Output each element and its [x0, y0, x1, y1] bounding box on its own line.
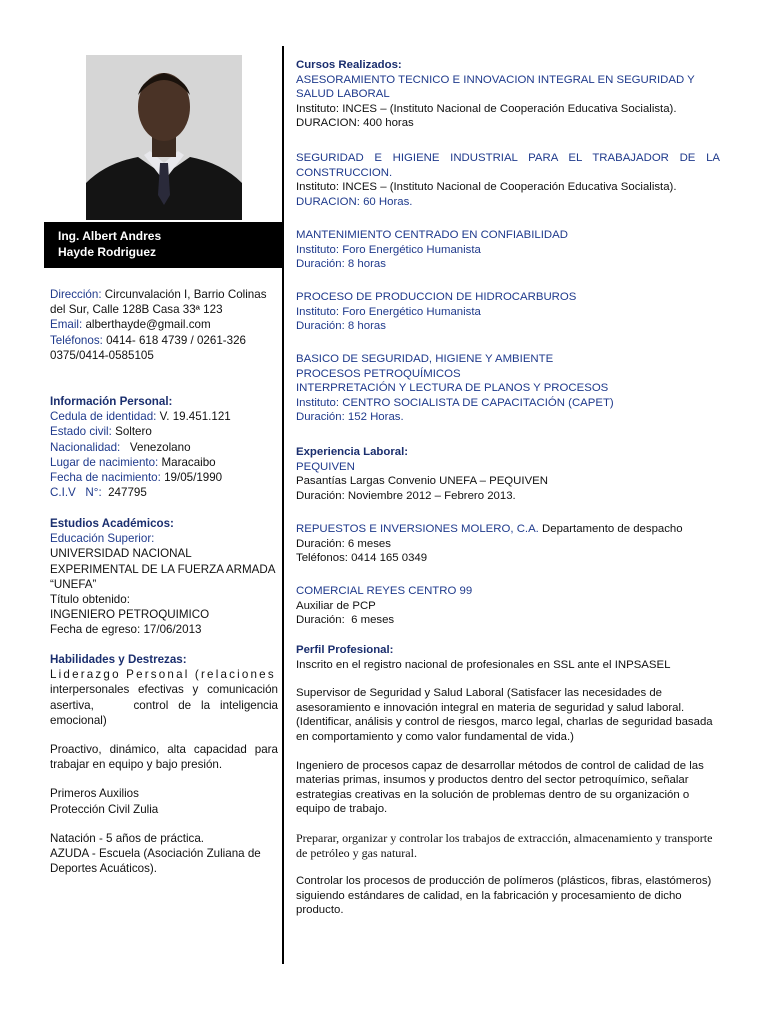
profile-p5: Controlar los procesos de producción de polímeros (plásticos, fibras, elastómeros) siguiendo estándares de calidad, en la fabricación y procesamiento de dicho producto. [296, 875, 712, 917]
civil-value: Soltero [111, 425, 152, 439]
course-2-duration: DURACION: 60 Horas. [296, 195, 413, 208]
university-line-2: EXPERIMENTAL DE LA FUERZA ARMADA [50, 562, 276, 576]
portrait-illustration [86, 55, 242, 220]
course-5-duration: Duración: 152 Horas. [296, 411, 404, 424]
swim-2: AZUDA - Escuela (Asociación Zuliana de Deportes Acuáticos). [50, 847, 261, 876]
course-3 [296, 228, 720, 272]
experience-1-duration: Duración: Noviembre 2012 – Febrero 2013. [296, 489, 516, 502]
experience-2-company: REPUESTOS E INVERSIONES MOLERO, [296, 523, 514, 535]
skills-lead: Liderazgo Personal (relaciones [50, 668, 276, 682]
education-section [50, 516, 278, 638]
birthplace-label: Lugar de nacimiento: [50, 455, 159, 469]
civil-label: Estado civil: [50, 425, 112, 439]
id-label: Cedula de identidad: [50, 410, 157, 424]
experience-3-company: COMERCIAL REYES CENTRO 99 [296, 585, 473, 597]
id-row [50, 409, 278, 424]
swim-1: Natación - 5 años de práctica. [50, 831, 205, 845]
name-line-1: Ing. Albert Andres [58, 229, 162, 243]
experience-2-suffix: C.A. [513, 523, 539, 535]
civ-row [50, 485, 278, 500]
course-5 [296, 352, 720, 425]
experience-heading: Experiencia Laboral: [296, 446, 409, 458]
professional-profile [296, 643, 720, 918]
birthplace-row [50, 455, 278, 470]
name-banner [44, 222, 282, 268]
experience-1 [296, 445, 720, 503]
first-aid-2: Protección Civil Zulia [50, 802, 159, 816]
birthdate-row [50, 470, 278, 485]
experience-3-role: Auxiliar de PCP [296, 599, 376, 612]
course-1-institute: Instituto: INCES – (Instituto Nacional de Cooperación Educativa Socialista). [296, 102, 677, 115]
education-heading: Estudios Académicos: [50, 517, 174, 530]
candidate-name [58, 228, 161, 260]
civ-label: C.I.V N°: [50, 486, 102, 500]
email [50, 317, 278, 332]
skills-proactive: Proactivo, dinámico, alta capacidad para trabajar en equipo y bajo presión. [50, 743, 278, 772]
course-5-institute: Instituto: CENTRO SOCIALISTA DE CAPACITACIÓN (CAPET) [296, 396, 614, 409]
experience-1-role: Pasantías Largas Convenio UNEFA – PEQUIVEN [296, 475, 548, 488]
contact-section [50, 287, 278, 363]
title-value: INGENIERO PETROQUIMICO [50, 608, 210, 622]
phones-value: 0414- 618 4739 / 0261-326 0375/0414-0585105 [50, 333, 246, 362]
profile-heading: Perfil Profesional: [296, 644, 394, 656]
skills-section [50, 652, 282, 876]
address-label: Dirección: [50, 288, 102, 301]
phones-label: Teléfonos: [50, 333, 103, 347]
name-line-2: Hayde Rodriguez [58, 245, 157, 259]
course-2-title: SEGURIDAD E HIGIENE INDUSTRIAL PARA EL TRABAJADOR DE LA CONSTRUCCION. [296, 152, 720, 179]
skills-lead-rest: interpersonales efectivas y comunicación asertiva, control de la inteligencia emocional) [50, 683, 282, 727]
experience-3 [296, 584, 720, 628]
education-sub: Educación Superior: [50, 532, 155, 546]
id-value: V. 19.451.121 [156, 410, 231, 424]
birthdate-value: 19/05/1990 [160, 471, 223, 485]
address-value: Circunvalación I, Barrio Colinas del Sur, Calle 128B Casa 33ª 123 [50, 288, 267, 317]
experience-3-duration: Duración: 6 meses [296, 614, 395, 627]
course-4-title: PROCESO DE PRODUCCION DE HIDROCARBUROS [296, 291, 577, 303]
civil-row [50, 424, 278, 439]
course-4-institute: Instituto: Foro Energético Humanista [296, 305, 481, 318]
course-1 [296, 58, 720, 131]
profile-p1: Inscrito en el registro nacional de profesionales en SSL ante el INPSASEL [296, 658, 671, 671]
experience-1-company: PEQUIVEN [296, 460, 355, 473]
course-4 [296, 290, 720, 334]
nationality-label: Nacionalidad: [50, 440, 121, 454]
nationality-row [50, 440, 278, 455]
first-aid-1: Primeros Auxilios [50, 787, 139, 801]
nationality-value: Venezolano [120, 440, 191, 454]
email-label: Email: [50, 318, 83, 332]
university-line-1: UNIVERSIDAD NACIONAL [50, 547, 192, 561]
skills-heading: Habilidades y Destrezas: [50, 653, 187, 666]
phones [50, 333, 278, 363]
course-3-duration: Duración: 8 horas [296, 258, 386, 271]
experience-2 [296, 522, 720, 566]
course-3-title: MANTENIMIENTO CENTRADO EN CONFIABILIDAD [296, 229, 568, 241]
birthdate-label: Fecha de nacimiento: [50, 471, 161, 485]
experience-2-phone: Teléfonos: 0414 165 0349 [296, 552, 428, 565]
course-5-title-3: INTERPRETACIÓN Y LECTURA DE PLANOS Y PROCESOS [296, 382, 609, 395]
experience-2-dept: Departamento de despacho [538, 523, 683, 535]
profile-p3: Ingeniero de procesos capaz de desarrollar métodos de control de calidad de las materias primas, insumos y productos dentro del sector petroquímico, señalar estrategias creativas en la solución de problemas dentro de su organización o equipo de trabajo. [296, 759, 704, 816]
course-2-institute: Instituto: INCES – (Instituto Nacional de Cooperación Educativa Socialista). [296, 181, 677, 194]
profile-photo [86, 55, 242, 220]
course-5-title-1: BASICO DE SEGURIDAD, HIGIENE Y AMBIENTE [296, 353, 554, 365]
course-5-title-2: PROCESOS PETROQUÍMICOS [296, 367, 461, 380]
course-1-duration: DURACION: 400 horas [296, 117, 414, 130]
personal-info-section [50, 394, 278, 500]
university-line-3: “UNEFA” [50, 577, 97, 591]
course-3-institute: Instituto: Foro Energético Humanista [296, 243, 481, 256]
email-value[interactable]: alberthayde@gmail.com [82, 318, 211, 332]
courses-heading: Cursos Realizados: [296, 59, 402, 71]
column-divider [282, 46, 284, 964]
profile-p2: Supervisor de Seguridad y Salud Laboral (Satisfacer las necesidades de asesoramiento e innovación integral en materia de seguridad y salud laboral. (Identificar, análisis y control de riesgos, marco legal, charlas de seguridad basada en comportamiento y como valor fundamental de vida.) [296, 687, 713, 743]
profile-p4: Preparar, organizar y controlar los trabajos de extracción, almacenamiento y transporte de petróleo y gas natural. [296, 830, 713, 860]
graduation-date: Fecha de egreso: 17/06/2013 [50, 623, 202, 637]
experience-2-duration: Duración: 6 meses [296, 537, 391, 550]
civ-value: 247795 [101, 486, 147, 500]
course-1-title: ASESORAMIENTO TECNICO E INNOVACION INTEGRAL EN SEGURIDAD Y SALUD LABORAL [296, 73, 695, 101]
personal-info-heading: Información Personal: [50, 395, 173, 408]
title-label: Título obtenido: [50, 593, 130, 607]
address [50, 287, 278, 317]
course-4-duration: Duración: 8 horas [296, 320, 386, 333]
experience-2-header [296, 522, 720, 537]
course-2 [296, 151, 720, 209]
birthplace-value: Maracaibo [158, 455, 216, 469]
